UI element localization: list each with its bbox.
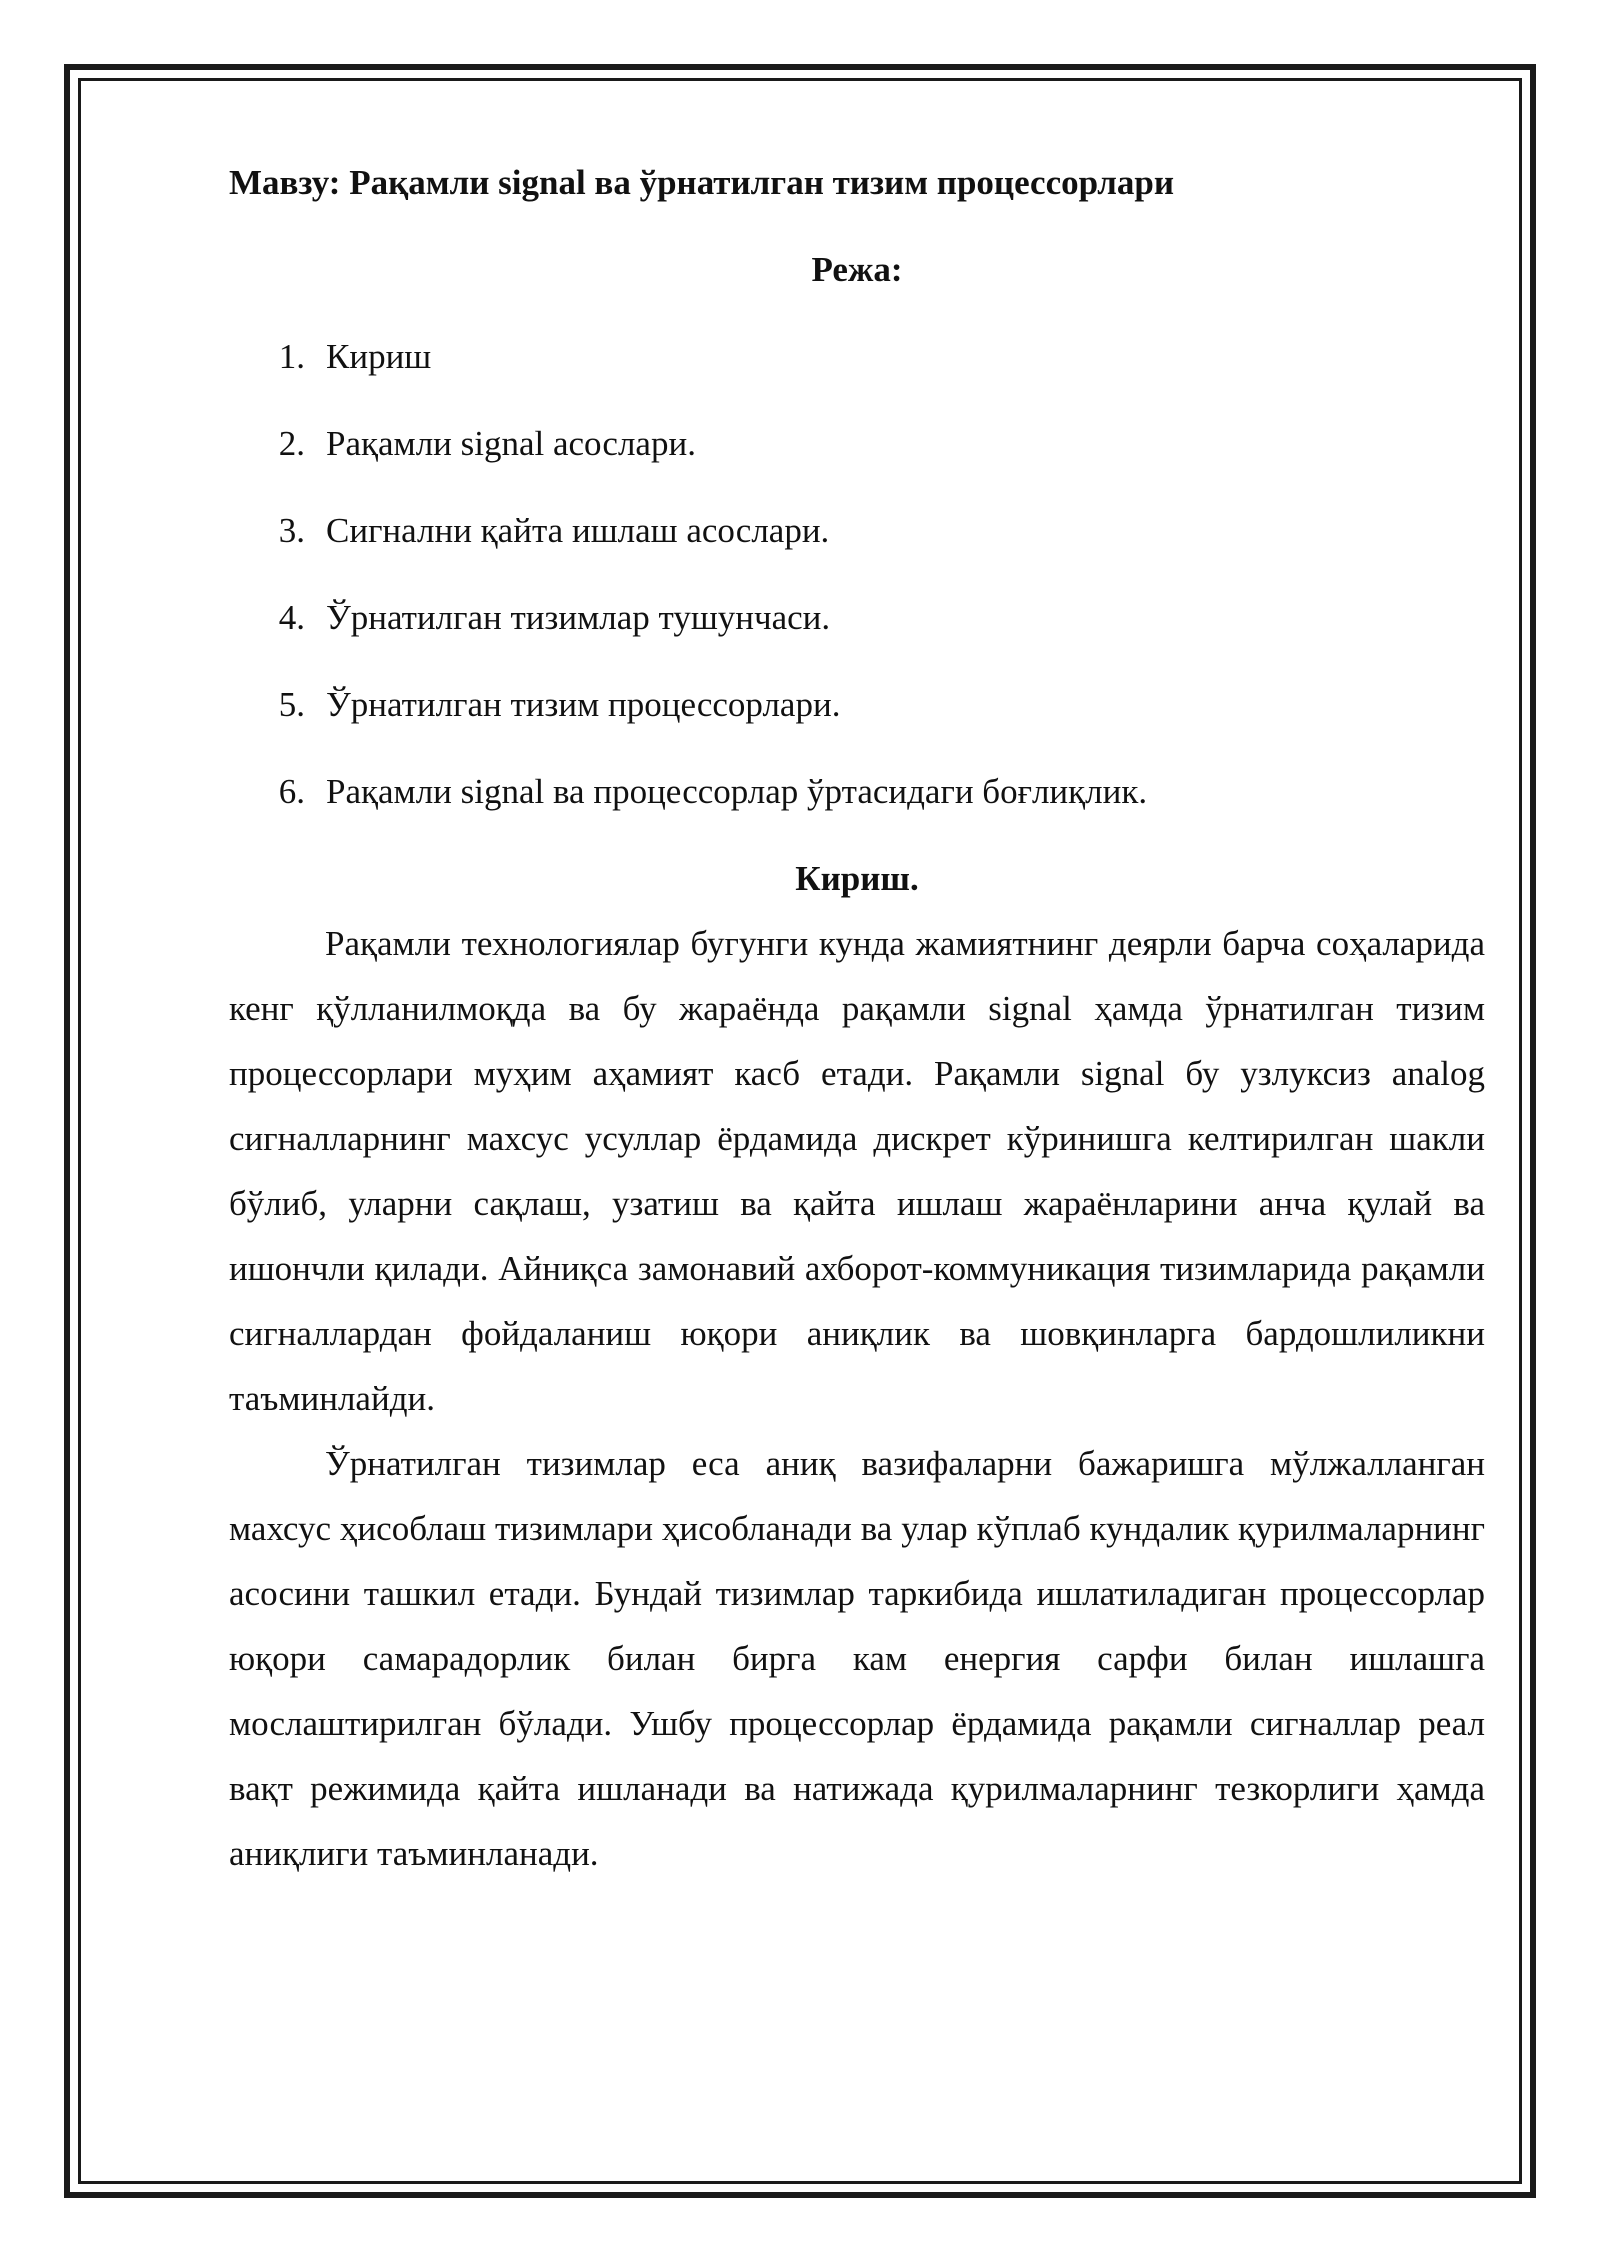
document-body [229, 150, 1485, 1886]
plan-item-number: 3. [278, 511, 305, 550]
plan-item [229, 672, 1485, 737]
topic-heading: Мавзу: Рақамли signal ва ўрнатилган тизим процессорлари [229, 163, 1174, 202]
plan-list [229, 324, 1485, 824]
plan-item-number: 5. [278, 685, 305, 724]
plan-item-text: Рақамли signal асослари. [326, 424, 696, 463]
plan-item-text: Рақамли signal ва процессорлар ўртасидаги боғлиқлик. [326, 772, 1148, 811]
plan-item-text: Ўрнатилган тизимлар тушунчаси. [326, 598, 831, 637]
intro-paragraph-1: Рақамли технологиялар бугунги кунда жамиятнинг деярли барча соҳаларида кенг қўлланилмоқда ва бу жараёнда рақамли signal ҳамда ўрнатилган тизим процессорлари муҳим аҳамият касб етади. Рақамли signal бу узлуксиз analog сигналларнинг махсус усуллар ёрдамида дискрет кўринишга келтирилган шакли бўлиб, уларни сақлаш, узатиш ва қайта ишлаш жараёнларини анча қулай ва ишончли қилади. Айниқса замонавий ахборот-коммуникация тизимларида рақамли сигналлардан фойдаланиш юқори аниқлик ва шовқинларга бардошлиликни таъминлайди. [229, 924, 1485, 1418]
intro-heading: Кириш. [795, 859, 919, 898]
plan-item-text: Сигнални қайта ишлаш асослари. [326, 511, 830, 550]
plan-item [229, 585, 1485, 650]
plan-item [229, 411, 1485, 476]
plan-item-text: Кириш [326, 337, 432, 376]
plan-item [229, 498, 1485, 563]
plan-item-number: 6. [278, 772, 305, 811]
plan-item [229, 324, 1485, 389]
plan-item [229, 759, 1485, 824]
plan-item-number: 1. [278, 337, 305, 376]
plan-item-number: 4. [278, 598, 305, 637]
plan-heading: Режа: [811, 250, 903, 289]
plan-item-text: Ўрнатилган тизим процессорлари. [326, 685, 841, 724]
plan-item-number: 2. [278, 424, 305, 463]
intro-paragraph-2: Ўрнатилган тизимлар еса аниқ вазифаларни бажаришга мўлжалланган махсус ҳисоблаш тизимлари ҳисобланади ва улар кўплаб кундалик қурилмаларнинг асосини ташкил етади. Бундай тизимлар таркибида ишлатиладиган процессорлар юқори самарадорлик билан бирга кам енергия сарфи билан ишлашга мослаштирилган бўлади. Ушбу процессорлар ёрдамида рақамли сигналлар реал вақт режимида қайта ишланади ва натижада қурилмаларнинг тезкорлиги ҳамда аниқлиги таъминланади. [229, 1444, 1485, 1873]
